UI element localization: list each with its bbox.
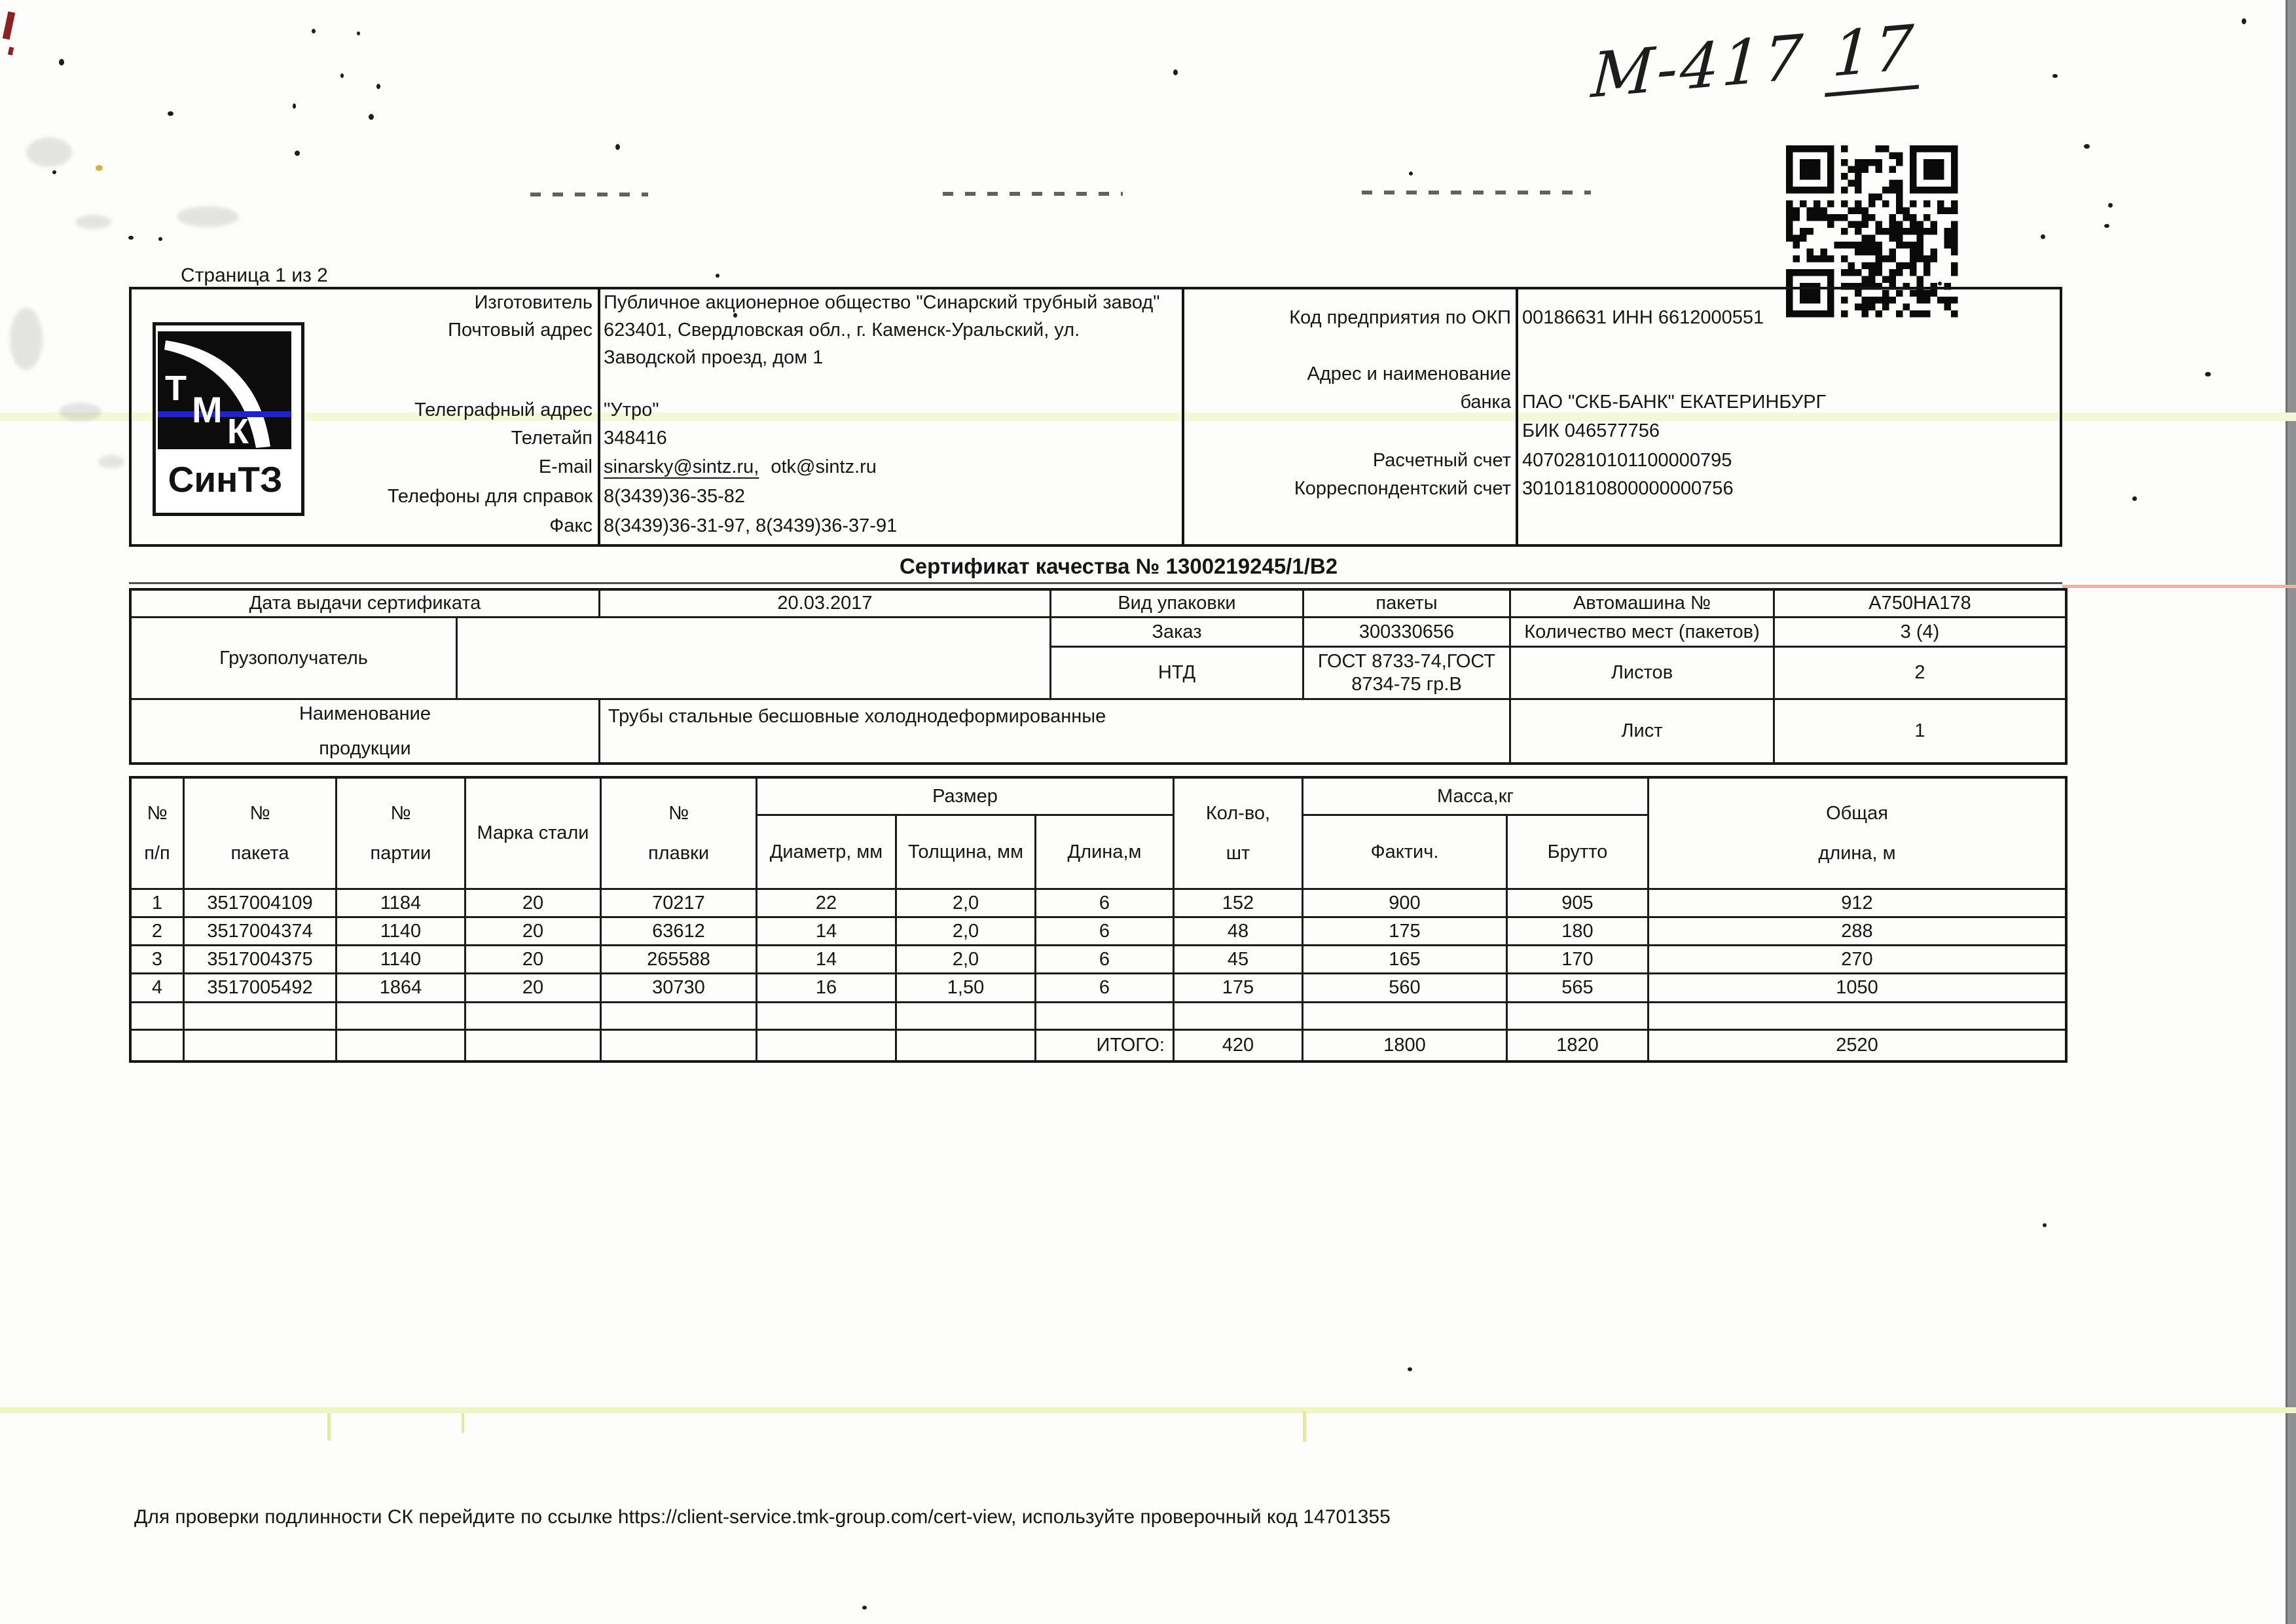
correspondent-account-label: Корреспондентский счет <box>1294 478 1511 499</box>
header-line: № <box>147 802 168 824</box>
table-cell: 3517005492 <box>185 974 337 1003</box>
header-line: шт <box>1226 842 1250 864</box>
scan-line <box>129 582 2062 584</box>
scan-red-mark <box>3 11 15 39</box>
certificate-title: Сертификат качества № 1300219245/1/В2 <box>899 554 1338 578</box>
teletype-value: 348416 <box>604 428 667 449</box>
scan-speck <box>293 103 296 109</box>
col-header-length: Длина,м <box>1036 816 1175 890</box>
tmk-letter-m: М <box>192 389 223 430</box>
table-cell <box>1036 1003 1175 1031</box>
table-cell: 6 <box>1036 890 1175 918</box>
table-cell <box>1175 1003 1303 1031</box>
email-value <box>604 457 877 478</box>
table-cell: 165 <box>1303 946 1508 974</box>
table-cell: 6 <box>1036 918 1175 946</box>
table-cell: 20 <box>466 974 602 1003</box>
table-cell <box>185 1031 337 1060</box>
scan-speck <box>1173 69 1178 75</box>
table-cell: 420 <box>1175 1031 1303 1060</box>
col-header-actual-mass: Фактич. <box>1303 816 1508 890</box>
table-cell <box>185 1003 337 1031</box>
scan-yellow-band <box>0 1407 2296 1413</box>
tmk-logo-name: СинТЗ <box>168 459 283 500</box>
order-value: 300330656 <box>1304 618 1511 648</box>
bank-name-label-1: Адрес и наименование <box>1307 363 1511 384</box>
table-cell: 3517004109 <box>185 890 337 918</box>
scan-speck <box>295 151 300 156</box>
ntd-label: НТД <box>1051 648 1304 700</box>
scan-smudge <box>26 138 72 167</box>
table-cell: 70217 <box>602 890 757 918</box>
table-cell: 2,0 <box>897 946 1036 974</box>
manufacturer-label: Изготовитель <box>474 292 592 313</box>
scan-speck <box>862 1606 867 1610</box>
scan-speck <box>2104 224 2109 228</box>
header-line: № <box>668 802 689 824</box>
scan-speck <box>2084 144 2090 149</box>
table-cell: 565 <box>1508 974 1649 1003</box>
table-cell <box>897 1003 1036 1031</box>
table-cell <box>466 1003 602 1031</box>
table-cell: 1140 <box>337 946 466 974</box>
table-cell: 1864 <box>337 974 466 1003</box>
product-name-value: Трубы стальные бесшовные холоднодеформированные <box>600 700 1511 762</box>
scan-smudge <box>75 215 111 229</box>
divider <box>598 287 600 547</box>
header-line: длина, м <box>1818 842 1896 864</box>
table-cell: 900 <box>1303 890 1508 918</box>
settlement-account-label: Расчетный счет <box>1372 450 1511 471</box>
table-cell: 14 <box>757 946 897 974</box>
table-cell: 265588 <box>602 946 757 974</box>
verification-note: Для проверки подлинности СК перейдите по ссылке https://client-service.tmk-group.com/cert-view, используйте проверочный код 14701355 <box>134 1506 1391 1528</box>
table-cell: 2520 <box>1836 1035 1878 1056</box>
table-cell <box>466 1031 602 1060</box>
scan-dashes <box>943 192 1123 196</box>
telegraph-address-value: "Утро" <box>604 399 659 420</box>
table-cell <box>1303 1003 1508 1031</box>
col-header-heat <box>602 779 757 890</box>
scan-artifact <box>462 1413 464 1433</box>
handwritten-note <box>1590 12 1923 113</box>
header-line: партии <box>370 842 431 864</box>
consignee-label: Грузополучатель <box>132 618 458 700</box>
email-primary: sinarsky@sintz.ru, <box>604 456 759 477</box>
header-line: № <box>390 802 411 824</box>
scan-speck <box>1938 282 1942 286</box>
fax-value: 8(3439)36-31-97, 8(3439)36-37-91 <box>604 515 898 536</box>
header-line: Кол-во, <box>1205 802 1271 824</box>
table-cell: 20 <box>466 918 602 946</box>
table-cell: 180 <box>1508 918 1649 946</box>
divider <box>1182 287 1184 547</box>
bank-name-value: ПАО "СКБ-БАНК" ЕКАТЕРИНБУРГ <box>1522 392 1827 413</box>
table-cell: 1 <box>132 890 185 918</box>
product-label-line2: продукции <box>319 737 411 759</box>
scan-speck <box>2052 74 2058 78</box>
table-cell: 170 <box>1508 946 1649 974</box>
table-cell: 20 <box>466 890 602 918</box>
date-value: 20.03.2017 <box>600 591 1051 618</box>
header-line: п/п <box>144 842 170 864</box>
table-cell: 48 <box>1175 918 1303 946</box>
tmk-letter-t: Т <box>165 369 187 408</box>
page-number-label: Страница 1 из 2 <box>181 265 328 286</box>
table-cell: 175 <box>1303 918 1508 946</box>
header-line: Общая <box>1826 802 1888 824</box>
handwritten-suffix: 17 <box>1825 12 1923 98</box>
postal-address-label: Почтовый адрес <box>448 320 592 341</box>
col-header-quantity <box>1175 779 1303 890</box>
header-line: пакета <box>230 842 289 864</box>
phones-value: 8(3439)36-35-82 <box>604 486 746 507</box>
divider <box>1516 287 1518 547</box>
table-cell: 45 <box>1175 946 1303 974</box>
product-label-line1: Наименование <box>299 703 431 724</box>
table-cell: 560 <box>1303 974 1508 1003</box>
places-value: 3 (4) <box>1775 618 2065 648</box>
table-cell <box>1508 1003 1649 1031</box>
table-cell: ИТОГО: <box>1036 1031 1175 1060</box>
scan-speck <box>2132 496 2137 501</box>
scan-speck <box>96 165 103 171</box>
details-table <box>129 588 2068 765</box>
col-header-gross-mass: Брутто <box>1508 816 1649 890</box>
header-line: № <box>249 802 270 824</box>
table-cell <box>757 1003 897 1031</box>
table-cell <box>602 1031 757 1060</box>
email-label: E-mail <box>538 456 592 477</box>
bik-value: БИК 046577756 <box>1522 420 1660 441</box>
col-header-total-length <box>1649 779 2065 890</box>
table-cell: 14 <box>757 918 897 946</box>
col-header-thickness: Толщина, мм <box>897 816 1036 890</box>
table-cell: 22 <box>757 890 897 918</box>
table-cell: 3 <box>132 946 185 974</box>
table-cell <box>897 1031 1036 1060</box>
correspondent-account-value: 30101810800000000756 <box>1522 478 1734 499</box>
table-cell <box>602 1003 757 1031</box>
scan-speck <box>2242 18 2246 24</box>
manufacturer-value: Публичное акционерное общество "Синарский трубный завод" <box>604 292 1160 313</box>
table-cell: 16 <box>757 974 897 1003</box>
table-cell: 30730 <box>602 974 757 1003</box>
col-header-package <box>185 779 337 890</box>
consignee-value <box>458 618 1051 700</box>
packing-label: Вид упаковки <box>1051 591 1304 618</box>
header-line: плавки <box>647 842 710 864</box>
scan-speck <box>2043 1223 2047 1227</box>
table-cell <box>132 1003 185 1031</box>
table-cell: 912 <box>1649 890 2065 918</box>
table-cell: 3517004374 <box>185 918 337 946</box>
col-header-mass: Масса,кг <box>1303 779 1649 816</box>
date-label: Дата выдачи сертификата <box>132 591 600 618</box>
table-cell: 4 <box>132 974 185 1003</box>
sheets-label: Листов <box>1511 648 1775 700</box>
table-cell: 1050 <box>1649 974 2065 1003</box>
scan-speck <box>716 274 720 278</box>
col-header-num <box>132 779 185 890</box>
table-cell: 6 <box>1036 974 1175 1003</box>
table-cell <box>132 1031 185 1060</box>
scan-artifact <box>327 1413 331 1441</box>
ntd-value-line1: ГОСТ 8733-74,ГОСТ <box>1317 650 1496 672</box>
scan-speck <box>2205 372 2211 377</box>
scan-artifact <box>1303 1412 1306 1442</box>
scan-speck <box>128 236 134 240</box>
table-cell <box>337 1031 466 1060</box>
teletype-label: Телетайп <box>511 428 592 449</box>
handwritten-number: М-417 <box>1590 22 1808 113</box>
scan-speck <box>59 59 64 65</box>
scan-dashes <box>530 193 648 196</box>
scan-edge-band <box>2286 0 2296 1624</box>
col-header-batch <box>337 779 466 890</box>
table-cell: 6 <box>1036 946 1175 974</box>
table-cell: 175 <box>1175 974 1303 1003</box>
main-table <box>129 776 2068 1063</box>
email-secondary: otk@sintz.ru <box>771 456 877 477</box>
scan-speck <box>376 84 380 89</box>
fax-label: Факс <box>549 515 592 536</box>
table-cell <box>757 1031 897 1060</box>
scan-line <box>2062 585 2296 588</box>
col-header-steel-grade: Марка стали <box>466 779 602 890</box>
scan-speck <box>1408 1367 1412 1371</box>
ntd-value-line2: 8734-75 гр.В <box>1351 673 1462 695</box>
scan-speck <box>1409 172 1413 175</box>
ntd-value <box>1304 648 1511 700</box>
tmk-letter-k: К <box>227 412 249 451</box>
scan-speck <box>369 114 374 120</box>
places-label: Количество мест (пакетов) <box>1511 618 1775 648</box>
sheet-label: Лист <box>1511 700 1775 762</box>
scan-smudge <box>10 308 43 370</box>
telegraph-address-label: Телеграфный адрес <box>414 399 592 420</box>
table-cell: 3517004375 <box>185 946 337 974</box>
truck-label: Автомашина № <box>1511 591 1775 618</box>
table-cell: 2,0 <box>897 918 1036 946</box>
table-cell: 1800 <box>1303 1031 1508 1060</box>
scan-red-mark <box>8 46 14 55</box>
table-cell: 63612 <box>602 918 757 946</box>
scan-smudge <box>59 403 101 421</box>
scan-speck <box>615 144 620 150</box>
scan-speck <box>52 170 56 174</box>
scan-speck <box>733 313 737 318</box>
table-cell: 2 <box>132 918 185 946</box>
table-cell: 20 <box>466 946 602 974</box>
table-cell <box>1649 1003 2065 1031</box>
bank-name-label-2: банка <box>1460 392 1511 413</box>
settlement-account-value: 40702810101100000795 <box>1522 450 1732 471</box>
scan-smudge <box>98 455 124 468</box>
scan-speck <box>2041 234 2045 239</box>
table-cell: 1,50 <box>897 974 1036 1003</box>
scan-speck <box>2108 203 2113 208</box>
table-cell: 905 <box>1508 890 1649 918</box>
sheet-value: 1 <box>1914 720 1925 742</box>
table-cell <box>337 1003 466 1031</box>
scan-dashes <box>1362 191 1591 194</box>
table-cell: 270 <box>1649 946 2065 974</box>
sheets-value: 2 <box>1775 648 2065 700</box>
scan-speck <box>357 31 360 35</box>
table-cell: 1140 <box>337 918 466 946</box>
table-cell: 1184 <box>337 890 466 918</box>
scan-speck <box>340 73 344 78</box>
phones-label: Телефоны для справок <box>387 486 592 507</box>
order-label: Заказ <box>1051 618 1304 648</box>
product-name-label <box>132 700 600 762</box>
postal-address-value-2: Заводской проезд, дом 1 <box>604 347 824 368</box>
table-cell: 288 <box>1649 918 2065 946</box>
scan-speck <box>312 29 316 33</box>
packing-value: пакеты <box>1304 591 1511 618</box>
scan-speck <box>158 237 162 241</box>
col-header-diameter: Диаметр, мм <box>757 816 897 890</box>
postal-address-value: 623401, Свердловская обл., г. Каменск-Уральский, ул. <box>604 320 1080 341</box>
col-header-size: Размер <box>757 779 1175 816</box>
table-cell: 2,0 <box>897 890 1036 918</box>
scan-smudge <box>177 206 239 227</box>
okp-code-label: Код предприятия по ОКП <box>1289 307 1511 328</box>
scan-speck <box>168 111 173 116</box>
table-cell: 1820 <box>1508 1031 1649 1060</box>
table-cell: 152 <box>1175 890 1303 918</box>
okp-code-value: 00186631 ИНН 6612000551 <box>1522 307 1764 328</box>
truck-value: А750НА178 <box>1775 591 2065 618</box>
